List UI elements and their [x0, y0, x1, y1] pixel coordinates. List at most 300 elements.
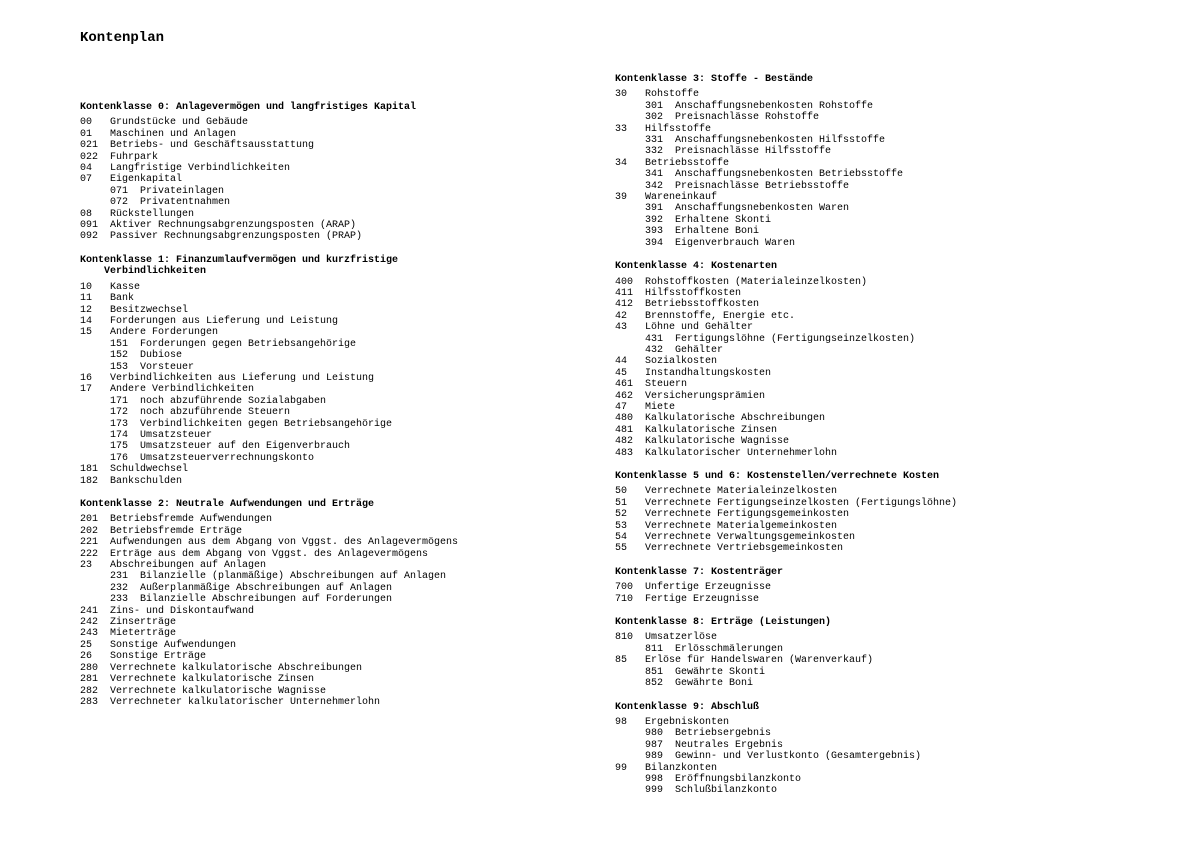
account-number: 12 [80, 304, 93, 316]
account-row [615, 655, 1155, 666]
sub-account-row [80, 453, 620, 464]
account-name: Neutrales Ergebnis [675, 739, 784, 751]
account-row [80, 674, 620, 685]
sub-account-row [615, 135, 1155, 146]
account-name: Andere Verbindlichkeiten [110, 384, 255, 396]
account-name: Passiver Rechnungsabgrenzungsposten (PRAP) [110, 231, 363, 243]
account-name: Umsatzsteuer auf den Eigenverbrauch [140, 441, 351, 453]
account-class-section [615, 471, 1155, 555]
account-number: 221 [80, 537, 99, 549]
account-number: 47 [615, 401, 628, 413]
account-number: 175 [110, 441, 129, 453]
account-class-title: Kontenklasse 9: Abschluß [615, 701, 760, 713]
account-name: Verrechnete Fertigungsgemeinkosten [645, 509, 850, 521]
account-row [615, 368, 1155, 379]
account-name: Verrechneter kalkulatorischer Unternehmerlohn [110, 696, 381, 708]
account-row [615, 448, 1155, 459]
account-number: 232 [110, 582, 129, 594]
account-row [80, 140, 620, 151]
account-name: Rückstellungen [110, 208, 195, 220]
sub-account-row [615, 667, 1155, 678]
account-class-title: Kontenklasse 2: Neutrale Aufwendungen und Erträge [80, 499, 375, 510]
account-name: Betriebsfremde Erträge [110, 525, 243, 537]
sub-account-row [80, 197, 620, 208]
account-number: 431 [645, 333, 664, 345]
account-row [80, 163, 620, 174]
account-number: 412 [615, 299, 634, 311]
account-number: 174 [110, 429, 129, 441]
account-name: Sonstige Erträge [110, 651, 207, 663]
sub-account-row [615, 740, 1155, 751]
account-number: 30 [615, 89, 628, 101]
account-number: 432 [645, 344, 664, 356]
account-name: Aufwendungen aus dem Abgang von Vggst. des Anlagevermögens [110, 537, 459, 549]
account-row [80, 209, 620, 220]
sub-account-row [615, 728, 1155, 739]
account-number: 071 [110, 185, 129, 197]
account-number: 16 [80, 372, 93, 384]
account-number: 092 [80, 231, 99, 243]
sub-account-row [615, 215, 1155, 226]
account-number: 331 [645, 135, 664, 147]
sub-account-row [615, 785, 1155, 796]
account-number: 23 [80, 560, 93, 572]
account-name: Fuhrpark [110, 151, 159, 163]
account-row [80, 220, 620, 231]
account-name: Anschaffungsnebenkosten Rohstoffe [675, 100, 874, 112]
account-row [80, 537, 620, 548]
account-row [80, 174, 620, 185]
account-name: Privateinlagen [140, 185, 225, 197]
account-number: 42 [615, 310, 628, 322]
sub-account-row [615, 146, 1155, 157]
account-number: 393 [645, 226, 664, 238]
account-number: 391 [645, 203, 664, 215]
account-row [80, 514, 620, 525]
account-row [80, 129, 620, 140]
account-row [615, 124, 1155, 135]
account-number: 231 [110, 571, 129, 583]
account-name: Verrechnete kalkulatorische Wagnisse [110, 685, 327, 697]
account-number: 481 [615, 424, 634, 436]
account-name: Sonstige Aufwendungen [110, 639, 237, 651]
account-class-title: Kontenklasse 4: Kostenarten [615, 261, 778, 273]
sub-account-row [615, 203, 1155, 214]
account-class-title: Kontenklasse 3: Stoffe - Bestände [615, 74, 814, 85]
account-number: 26 [80, 651, 93, 663]
account-name: Fertigungslöhne (Fertigungseinzelkosten) [675, 333, 916, 345]
account-name: Umsatzsteuer [140, 429, 213, 441]
account-row [80, 549, 620, 560]
account-row [80, 327, 620, 338]
account-name: Wareneinkauf [645, 192, 718, 204]
account-name: Kasse [110, 281, 141, 293]
account-row [80, 663, 620, 674]
account-name: Verrechnete Fertigungseinzelkosten (Fertigungslöhne) [645, 497, 958, 509]
account-number: 172 [110, 407, 129, 419]
account-name: Unfertige Erzeugnisse [645, 582, 772, 594]
account-number: 480 [615, 413, 634, 425]
account-name: noch abzuführende Sozialabgaben [140, 395, 327, 407]
account-number: 461 [615, 379, 634, 391]
sub-account-row [80, 407, 620, 418]
sub-account-row [80, 350, 620, 361]
account-number: 851 [645, 666, 664, 678]
account-name: Erträge aus dem Abgang von Vggst. des Anlagevermögens [110, 548, 429, 560]
account-number: 43 [615, 322, 628, 334]
account-name: Verrechnete Materialeinzelkosten [645, 486, 838, 498]
sub-account-row [615, 334, 1155, 345]
account-name: Hilfsstoffe [645, 123, 712, 135]
account-class-section [80, 255, 620, 487]
sub-account-row [615, 774, 1155, 785]
account-number: 091 [80, 220, 99, 232]
account-class-section [615, 617, 1155, 689]
account-number: 10 [80, 281, 93, 293]
account-row [615, 356, 1155, 367]
account-number: 482 [615, 436, 634, 448]
account-name: Forderungen aus Lieferung und Leistung [110, 315, 339, 327]
account-number: 153 [110, 361, 129, 373]
account-row [80, 606, 620, 617]
account-number: 280 [80, 662, 99, 674]
account-row [615, 763, 1155, 774]
account-name: Instandhaltungskosten [645, 367, 772, 379]
sub-account-row [615, 101, 1155, 112]
account-name: Außerplanmäßige Abschreibungen auf Anlagen [140, 582, 393, 594]
account-name: Zinserträge [110, 617, 177, 629]
account-number: 233 [110, 594, 129, 606]
account-number: 04 [80, 163, 93, 175]
account-name: Gehälter [675, 344, 724, 356]
sub-account-row [80, 339, 620, 350]
account-row [615, 582, 1155, 593]
account-number: 392 [645, 214, 664, 226]
account-number: 462 [615, 390, 634, 402]
page-title: Kontenplan [80, 30, 165, 46]
account-name: Anschaffungsnebenkosten Hilfsstoffe [675, 135, 886, 147]
account-name: Forderungen gegen Betriebsangehörige [140, 338, 357, 350]
account-name: Betriebsergebnis [675, 728, 772, 740]
account-name: Eigenverbrauch Waren [675, 237, 796, 249]
account-row [615, 632, 1155, 643]
account-number: 243 [80, 628, 99, 640]
sub-account-row [615, 345, 1155, 356]
account-number: 171 [110, 395, 129, 407]
account-name: Bilanzkonten [645, 762, 718, 774]
account-number: 54 [615, 532, 628, 544]
account-name: Sozialkosten [645, 356, 718, 368]
account-row [615, 379, 1155, 390]
account-row [80, 316, 620, 327]
account-number: 14 [80, 315, 93, 327]
account-number: 201 [80, 514, 99, 526]
account-row [80, 628, 620, 639]
account-number: 342 [645, 180, 664, 192]
account-name: Maschinen und Anlagen [110, 128, 237, 140]
account-class-title: Kontenklasse 8: Erträge (Leistungen) [615, 617, 832, 629]
account-name: Verrechnete Verwaltungsgemeinkosten [645, 532, 856, 544]
account-name: Betriebs- und Geschäftsausstattung [110, 140, 315, 152]
account-number: 852 [645, 678, 664, 690]
account-row [615, 158, 1155, 169]
sub-account-row [80, 441, 620, 452]
account-row [80, 231, 620, 242]
account-row [80, 384, 620, 395]
account-number: 52 [615, 509, 628, 521]
account-number: 50 [615, 486, 628, 498]
account-number: 283 [80, 696, 99, 708]
account-name: Andere Forderungen [110, 327, 219, 339]
sub-account-row [615, 644, 1155, 655]
account-name: Gewährte Boni [675, 678, 754, 690]
account-row [80, 464, 620, 475]
account-name: Kalkulatorischer Unternehmerlohn [645, 447, 838, 459]
account-number: 810 [615, 632, 634, 644]
account-number: 282 [80, 685, 99, 697]
account-number: 400 [615, 276, 634, 288]
account-row [615, 288, 1155, 299]
account-class-section [615, 702, 1155, 797]
account-number: 44 [615, 356, 628, 368]
account-row [80, 117, 620, 128]
account-row [80, 373, 620, 384]
account-name: Erlösschmälerungen [675, 643, 784, 655]
sub-account-row [80, 430, 620, 441]
account-row [615, 717, 1155, 728]
account-number: 242 [80, 617, 99, 629]
account-name: Kalkulatorische Abschreibungen [645, 413, 826, 425]
account-number: 17 [80, 384, 93, 396]
account-number: 980 [645, 728, 664, 740]
account-number: 710 [615, 593, 634, 605]
account-number: 45 [615, 367, 628, 379]
account-number: 152 [110, 350, 129, 362]
account-row [615, 402, 1155, 413]
account-name: Erlöse für Handelswaren (Warenverkauf) [645, 655, 874, 667]
account-row [615, 311, 1155, 322]
account-name: Schuldwechsel [110, 464, 189, 476]
account-name: Bankschulden [110, 475, 183, 487]
account-row [615, 425, 1155, 436]
account-row [615, 89, 1155, 100]
account-number: 700 [615, 582, 634, 594]
account-number: 302 [645, 112, 664, 124]
account-name: Preisnachlässe Rohstoffe [675, 112, 820, 124]
account-number: 332 [645, 146, 664, 158]
account-name: Grundstücke und Gebäude [110, 117, 249, 129]
account-name: Bank [110, 293, 135, 305]
account-name: Fertige Erzeugnisse [645, 593, 760, 605]
account-number: 301 [645, 100, 664, 112]
account-row [80, 282, 620, 293]
account-name: Besitzwechsel [110, 304, 189, 316]
account-name: Erhaltene Boni [675, 226, 760, 238]
account-number: 411 [615, 287, 634, 299]
account-name: Versicherungsprämien [645, 390, 766, 402]
account-name: Rohstoffe [645, 89, 700, 101]
account-name: Preisnachlässe Hilfsstoffe [675, 146, 832, 158]
account-name: Verbindlichkeiten aus Lieferung und Leistung [110, 372, 375, 384]
account-row [615, 521, 1155, 532]
left-column [80, 102, 620, 720]
sub-account-row [615, 238, 1155, 249]
account-number: 98 [615, 716, 628, 728]
account-number: 241 [80, 605, 99, 617]
account-row [615, 436, 1155, 447]
account-name: Dubiose [140, 350, 183, 362]
account-row [615, 486, 1155, 497]
account-row [615, 498, 1155, 509]
account-name: Betriebsfremde Aufwendungen [110, 514, 273, 526]
account-class-title: Kontenklasse 7: Kostenträger [615, 566, 784, 578]
account-name: Vorsteuer [140, 361, 195, 373]
account-number: 182 [80, 475, 99, 487]
account-number: 202 [80, 525, 99, 537]
account-number: 222 [80, 548, 99, 560]
account-row [80, 293, 620, 304]
account-row [615, 532, 1155, 543]
account-number: 51 [615, 497, 628, 509]
account-row [80, 526, 620, 537]
account-number: 85 [615, 655, 628, 667]
account-number: 34 [615, 157, 628, 169]
account-number: 01 [80, 128, 93, 140]
account-name: Kalkulatorische Zinsen [645, 424, 778, 436]
account-number: 999 [645, 785, 664, 797]
account-name: Bilanzielle Abschreibungen auf Forderungen [140, 594, 393, 606]
account-number: 11 [80, 293, 93, 305]
account-name: Betriebsstoffkosten [645, 299, 760, 311]
account-name: Erhaltene Skonti [675, 214, 772, 226]
account-row [80, 476, 620, 487]
account-name: Langfristige Verbindlichkeiten [110, 163, 291, 175]
account-name: Gewährte Skonti [675, 666, 766, 678]
account-number: 15 [80, 327, 93, 339]
account-number: 176 [110, 452, 129, 464]
sub-account-row [80, 583, 620, 594]
account-name: Kalkulatorische Wagnisse [645, 436, 790, 448]
account-number: 55 [615, 543, 628, 555]
account-row [615, 391, 1155, 402]
account-class-title: Kontenklasse 1: Finanzumlaufvermögen und kurzfristige Verbindlichkeiten [80, 254, 399, 278]
account-number: 021 [80, 140, 99, 152]
account-name: Zins- und Diskontaufwand [110, 605, 255, 617]
account-number: 811 [645, 643, 664, 655]
account-row [80, 651, 620, 662]
account-number: 33 [615, 123, 628, 135]
account-number: 987 [645, 739, 664, 751]
sub-account-row [80, 186, 620, 197]
account-number: 39 [615, 192, 628, 204]
account-name: Schlußbilanzkonto [675, 785, 778, 797]
account-name: Eigenkapital [110, 174, 183, 186]
account-name: Miete [645, 401, 676, 413]
account-name: Verrechnete Vertriebsgemeinkosten [645, 543, 844, 555]
account-number: 151 [110, 338, 129, 350]
sub-account-row [615, 112, 1155, 123]
account-name: Verrechnete kalkulatorische Abschreibungen [110, 662, 363, 674]
account-class-section [80, 499, 620, 708]
account-row [615, 413, 1155, 424]
sub-account-row [615, 169, 1155, 180]
account-name: Verbindlichkeiten gegen Betriebsangehörige [140, 418, 393, 430]
account-name: Eröffnungsbilanzkonto [675, 773, 802, 785]
account-row [615, 594, 1155, 605]
account-row [80, 697, 620, 708]
account-row [80, 560, 620, 571]
account-number: 341 [645, 169, 664, 181]
account-number: 989 [645, 751, 664, 763]
account-row [80, 640, 620, 651]
account-number: 00 [80, 117, 93, 129]
account-number: 99 [615, 762, 628, 774]
sub-account-row [80, 571, 620, 582]
account-name: Löhne und Gehälter [645, 322, 754, 334]
account-row [615, 277, 1155, 288]
account-row [615, 509, 1155, 520]
account-number: 08 [80, 208, 93, 220]
account-name: Brennstoffe, Energie etc. [645, 310, 796, 322]
account-row [80, 617, 620, 628]
account-row [80, 686, 620, 697]
account-name: Steuern [645, 379, 688, 391]
account-class-section [615, 567, 1155, 605]
sub-account-row [615, 751, 1155, 762]
account-name: Aktiver Rechnungsabgrenzungsposten (ARAP) [110, 220, 357, 232]
account-name: Verrechnete kalkulatorische Zinsen [110, 674, 315, 686]
sub-account-row [615, 226, 1155, 237]
account-name: Rohstoffkosten (Materialeinzelkosten) [645, 276, 868, 288]
account-name: Gewinn- und Verlustkonto (Gesamtergebnis) [675, 751, 922, 763]
account-name: Anschaffungsnebenkosten Waren [675, 203, 850, 215]
account-row [80, 305, 620, 316]
account-class-title: Kontenklasse 5 und 6: Kostenstellen/verrechnete Kosten [615, 471, 940, 482]
account-number: 25 [80, 639, 93, 651]
account-class-title: Kontenklasse 0: Anlagevermögen und langfristiges Kapital [80, 102, 417, 113]
account-name: Verrechnete Materialgemeinkosten [645, 520, 838, 532]
account-number: 483 [615, 447, 634, 459]
account-number: 022 [80, 151, 99, 163]
account-number: 53 [615, 520, 628, 532]
account-number: 072 [110, 197, 129, 209]
account-name: Anschaffungsnebenkosten Betriebsstoffe [675, 169, 904, 181]
sub-account-row [615, 678, 1155, 689]
account-number: 394 [645, 237, 664, 249]
account-number: 181 [80, 464, 99, 476]
account-name: Hilfsstoffkosten [645, 287, 742, 299]
account-number: 173 [110, 418, 129, 430]
account-name: Betriebsstoffe [645, 157, 730, 169]
account-number: 998 [645, 773, 664, 785]
account-row [615, 322, 1155, 333]
sub-account-row [80, 419, 620, 430]
account-class-section [80, 102, 620, 243]
account-row [615, 543, 1155, 554]
account-name: Privatentnahmen [140, 197, 231, 209]
sub-account-row [80, 594, 620, 605]
account-number: 07 [80, 174, 93, 186]
account-row [615, 299, 1155, 310]
account-row [80, 152, 620, 163]
sub-account-row [615, 181, 1155, 192]
sub-account-row [80, 396, 620, 407]
account-class-section [615, 261, 1155, 459]
right-column [615, 74, 1155, 809]
account-name: Abschreibungen auf Anlagen [110, 560, 267, 572]
account-name: Ergebniskonten [645, 716, 730, 728]
account-name: Preisnachlässe Betriebsstoffe [675, 180, 850, 192]
